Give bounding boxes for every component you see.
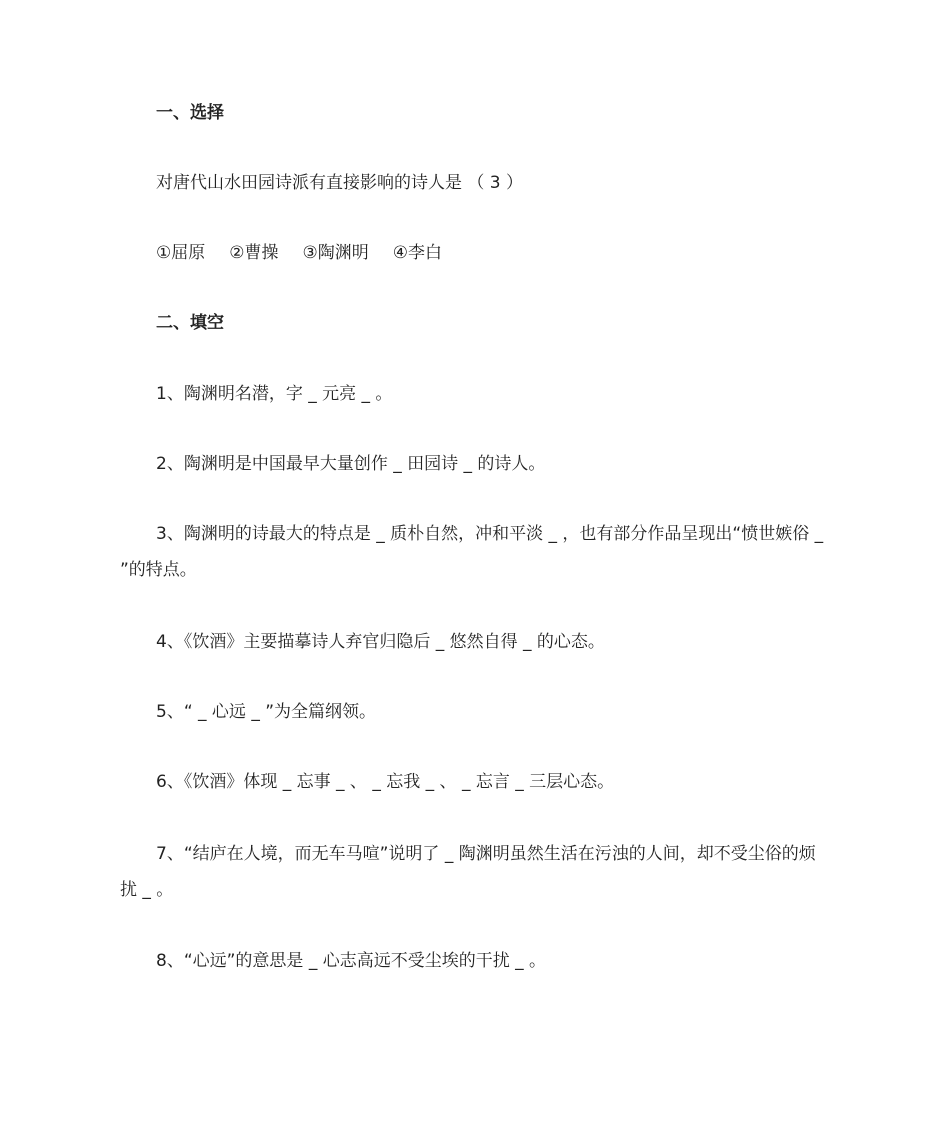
option-3: ③陶渊明 [302,243,369,263]
fill-item-3: 3、陶渊明的诗最大的特点是 _ 质朴自然，冲和平淡 _ ，也有部分作品呈现出“愤世嫉俗 _ ”的特点。 [120,524,824,580]
fill-item-2: 2、陶渊明是中国最早大量创作 _ 田园诗 _ 的诗人。 [156,454,546,474]
fill-item-6: 6、《饮酒》体现 _ 忘事 _ 、 _ 忘我 _ 、 _ 忘言 _ 三层心态。 [156,772,615,792]
fill-item-8: 8、“心远”的意思是 _ 心志高远不受尘埃的干扰 _ 。 [156,951,547,971]
fill-item-7: 7、“结庐在人境，而无车马喧”说明了 _ 陶渊明虽然生活在污浊的人间，却不受尘俗的烦扰 _ 。 [120,844,816,900]
option-4: ④李白 [392,243,442,263]
option-1: ①屈原 [156,243,206,263]
choice-options [120,235,876,271]
section-heading-fill: 二、填空 [156,313,224,333]
section-heading-choice: 一、选择 [156,103,224,123]
choice-question: 对唐代山水田园诗派有直接影响的诗人是 （ 3 ） [156,173,524,193]
fill-item-1: 1、陶渊明名潜，字 _ 元亮 _ 。 [156,384,393,404]
fill-item-5: 5、“ _ 心远 _ ”为全篇纲领。 [156,702,377,722]
option-2: ②曹操 [229,243,279,263]
fill-item-4: 4、《饮酒》主要描摹诗人弃官归隐后 _ 悠然自得 _ 的心态。 [156,632,605,652]
